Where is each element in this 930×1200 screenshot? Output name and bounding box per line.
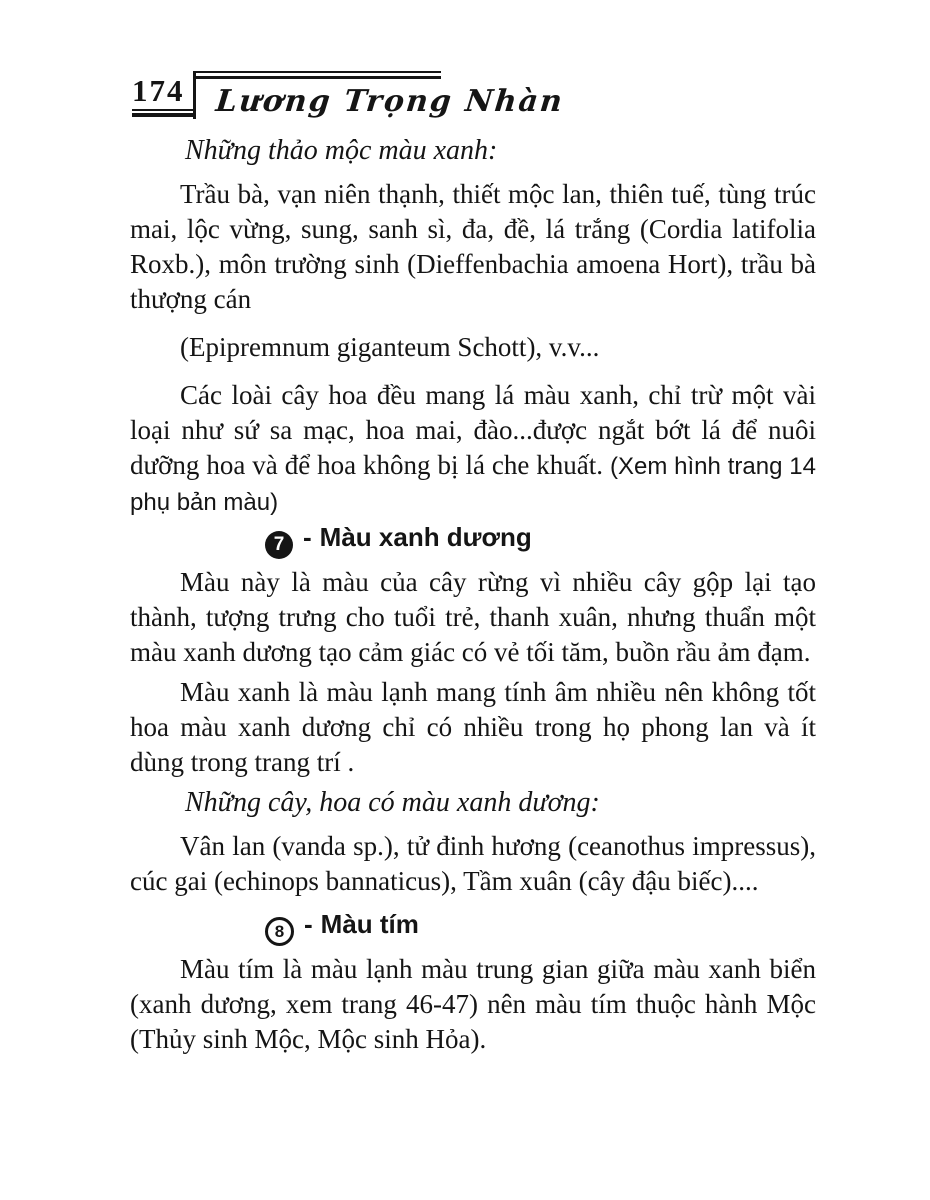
italic-heading-green-plants: Những thảo mộc màu xanh: bbox=[185, 135, 498, 166]
paragraph-blue-2: Màu xanh là màu lạnh mang tính âm nhiều nên không tốt hoa màu xanh dương chỉ có nhiều trong họ phong lan và ít dùng trong trang trí . bbox=[130, 677, 816, 777]
paragraph-blue-flowers: Vân lan (vanda sp.), tử đinh hương (ceanothus impressus), cúc gai (echinops bannaticus), Tầm xuân (cây đậu biếc).... bbox=[130, 831, 816, 896]
paragraph-leaves-note: (Xem hình trang 14 phụ bản màu) bbox=[130, 453, 816, 516]
page-number: 174 bbox=[132, 76, 196, 111]
section-heading-purple bbox=[265, 907, 816, 942]
page-content bbox=[130, 133, 816, 1057]
italic-heading-blue-flowers: Những cây, hoa có màu xanh dương: bbox=[185, 787, 600, 818]
page-header bbox=[0, 0, 930, 130]
paragraph-purple: Màu tím là màu lạnh màu trung gian giữa màu xanh biển (xanh dương, xem trang 46-47) nên màu tím thuộc hành Mộc (Thủy sinh Mộc, Mộc sinh Hỏa). bbox=[130, 954, 816, 1054]
section-title-purple: Màu tím bbox=[320, 909, 419, 939]
page-number-block bbox=[132, 73, 196, 117]
section-separator: - bbox=[304, 909, 313, 939]
paragraph-leaves-main: Các loài cây hoa đều mang lá màu xanh, chỉ trừ một vài loại như sứ sa mạc, hoa mai, đào...được ngắt bớt lá để nuôi dưỡng hoa và để hoa không bị lá che khuất. bbox=[130, 380, 816, 480]
section-number-badge-7: 7 bbox=[265, 531, 293, 559]
paragraph-epipremnum: (Epipremnum giganteum Schott), v.v... bbox=[180, 332, 600, 362]
section-title-blue: Màu xanh dương bbox=[319, 522, 532, 552]
section-separator: - bbox=[303, 522, 312, 552]
section-number-badge-8: 8 bbox=[265, 917, 294, 946]
paragraph-leaves bbox=[130, 378, 816, 520]
author-name: Lương Trọng Nhàn bbox=[214, 84, 566, 119]
section-heading-blue bbox=[265, 520, 816, 555]
paragraph-blue-1: Màu này là màu của cây rừng vì nhiều cây gộp lại tạo thành, tượng trưng cho tuổi trẻ, thanh xuân, nhưng thuẩn một màu xanh dương tạo cảm giác có vẻ tối tăm, buồn rầu ảm đạm. bbox=[130, 567, 816, 667]
paragraph-green-plants: Trầu bà, vạn niên thạnh, thiết mộc lan, thiên tuế, tùng trúc mai, lộc vừng, sung, sanh sì, đa, đề, lá trắng (Cordia latifolia Roxb.), môn trường sinh (Dieffenbachia amoena Hort), trầu bà thượng cán bbox=[130, 179, 816, 314]
